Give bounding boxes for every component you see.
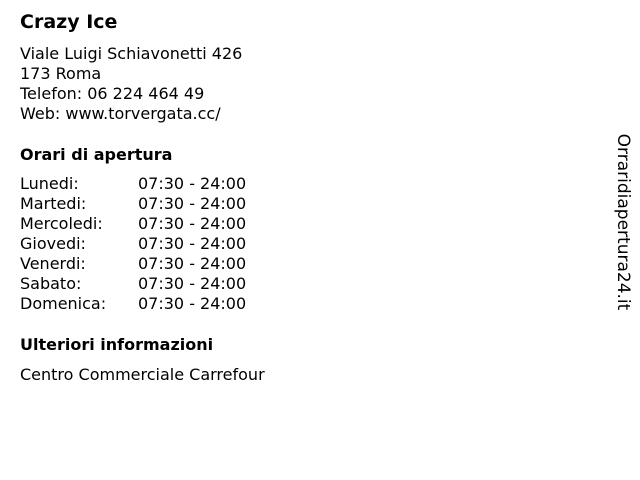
hours-row (20, 174, 246, 194)
hours-row (20, 294, 246, 314)
hours-heading: Orari di apertura (20, 145, 173, 164)
opening-hours-table (20, 174, 246, 314)
day-label: Martedi: (20, 194, 87, 213)
time-range: 07:30 - 24:00 (138, 294, 247, 313)
time-range: 07:30 - 24:00 (138, 234, 247, 253)
time-range: 07:30 - 24:00 (138, 254, 247, 273)
time-range: 07:30 - 24:00 (138, 214, 247, 233)
business-name: Crazy Ice (20, 11, 118, 33)
hours-row (20, 274, 246, 294)
day-label: Venerdi: (20, 254, 86, 273)
info-text: Centro Commerciale Carrefour (20, 365, 265, 384)
day-label: Domenica: (20, 294, 107, 313)
city: 173 Roma (20, 64, 102, 83)
hours-row (20, 254, 246, 274)
day-label: Mercoledi: (20, 214, 103, 233)
info-heading: Ulteriori informazioni (20, 335, 214, 354)
hours-row (20, 234, 246, 254)
street-address: Viale Luigi Schiavonetti 426 (20, 44, 243, 63)
site-watermark: Orraridiapertura24.it (613, 133, 633, 311)
time-range: 07:30 - 24:00 (138, 274, 247, 293)
website: Web: www.torvergata.cc/ (20, 104, 221, 123)
hours-row (20, 194, 246, 214)
day-label: Lunedi: (20, 174, 79, 193)
day-label: Giovedi: (20, 234, 86, 253)
hours-row (20, 214, 246, 234)
time-range: 07:30 - 24:00 (138, 174, 247, 193)
phone-number: Telefon: 06 224 464 49 (20, 84, 205, 103)
day-label: Sabato: (20, 274, 82, 293)
address-block (20, 44, 242, 124)
time-range: 07:30 - 24:00 (138, 194, 247, 213)
